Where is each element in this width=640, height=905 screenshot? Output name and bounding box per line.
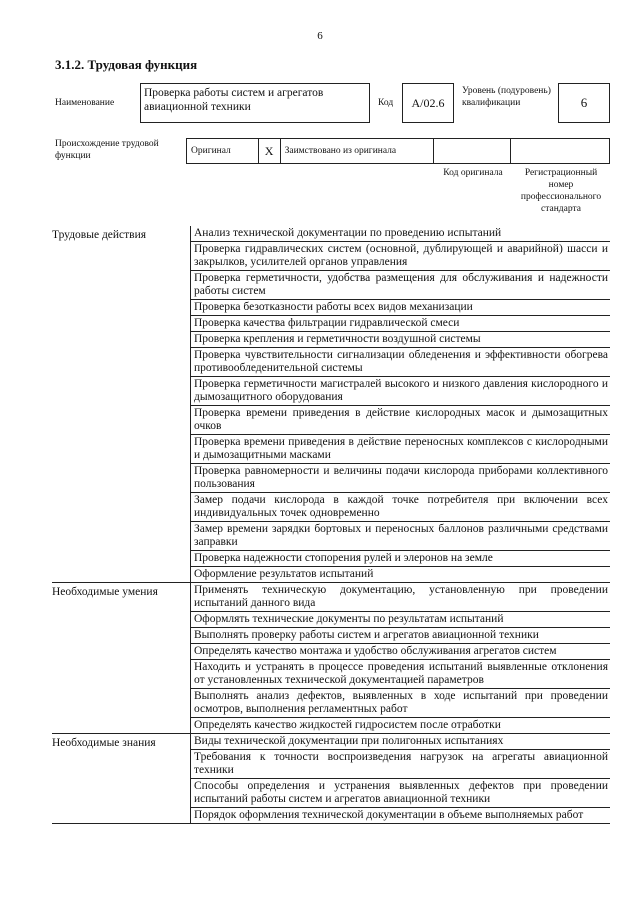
list-item: Проверка времени приведения в действие переносных комплексов с кислородными и дымозащитными масками <box>191 435 610 464</box>
list-item: Проверка крепления и герметичности воздушной системы <box>191 332 610 348</box>
list-item: Проверка гидравлических систем (основной, дублирующей и аварийной) шасси и закрылков, усилителей органов управления <box>191 242 610 271</box>
level-label: Уровень (подуровень) квалификации <box>462 86 551 108</box>
list-item: Порядок оформления технической документации в объеме выполняемых работ <box>194 809 584 821</box>
list-item: Анализ технической документации по проведению испытаний <box>191 226 610 242</box>
group-label: Необходимые знания <box>52 737 156 749</box>
group-label: Трудовые действия <box>52 229 147 241</box>
list-item: Проверка времени приведения в действие кислородных масок и дымозащитных очков <box>191 406 610 435</box>
list-item: Выполнять анализ дефектов, выявленных в ходе испытаний при проведении осмотров, выполнения регламентных работ <box>191 689 610 718</box>
origin-label: Происхождение трудовой функции <box>55 139 159 161</box>
qualification-level: 6 <box>558 83 610 123</box>
original-mark: X <box>259 139 281 163</box>
group-labor-actions <box>52 226 610 583</box>
list-item: Оформлять технические документы по результатам испытаний <box>191 612 610 628</box>
list-item: Проверка герметичности, удобства размещения для обслуживания и надежности работы систем <box>191 271 610 300</box>
group-required-knowledge <box>52 734 610 824</box>
list-item: Проверка равномерности и величины подачи кислорода приборами коллективного пользования <box>191 464 610 493</box>
list-item: Замер времени зарядки бортовых и переносных баллонов различными средствами заправки <box>191 522 610 551</box>
code-label: Код <box>378 98 394 108</box>
original-label: Оригинал <box>187 139 259 163</box>
function-table <box>52 226 610 824</box>
function-code: A/02.6 <box>402 83 454 123</box>
group-items <box>190 734 610 823</box>
group-items <box>190 226 610 582</box>
list-item: Замер подачи кислорода в каждой точке потребителя при включении всех индивидуальных точек одновременно <box>191 493 610 522</box>
list-item: Оформление результатов испытаний <box>194 568 374 580</box>
borrowed-label: Заимствовано из оригинала <box>281 139 434 163</box>
list-item: Проверка безотказности работы всех видов механизации <box>191 300 610 316</box>
function-name: Проверка работы систем и агрегатов авиационной техники <box>140 83 370 123</box>
list-item: Проверка герметичности магистралей высокого и низкого давления кислородного и дымозащитного оборудования <box>191 377 610 406</box>
list-item: Определять качество жидкостей гидросистем после отработки <box>194 719 501 731</box>
list-item: Требования к точности воспроизведения нагрузок на агрегаты авиационной техники <box>191 750 610 779</box>
section-title: 3.1.2. Трудовая функция <box>55 57 198 72</box>
original-code-cell <box>434 139 512 163</box>
list-item: Виды технической документации при полигонных испытаниях <box>191 734 610 750</box>
group-label: Необходимые умения <box>52 586 158 598</box>
list-item: Проверка надежности стопорения рулей и элеронов на земле <box>191 551 610 567</box>
list-item: Способы определения и устранения выявленных дефектов при проведении испытаний работы систем и агрегатов авиационной техники <box>191 779 610 808</box>
list-item: Проверка качества фильтрации гидравлической смеси <box>191 316 610 332</box>
list-item: Находить и устранять в процессе проведения испытаний выявленные отклонения от установленных технической документацией параметров <box>191 660 610 689</box>
registration-number-cell <box>511 139 609 163</box>
name-label: Наименование <box>55 98 115 108</box>
code-caption: Код оригинала <box>443 168 503 178</box>
list-item: Проверка чувствительности сигнализации обледенения и эффективности обогрева противообледенительной системы <box>191 348 610 377</box>
page-number: 6 <box>317 30 323 42</box>
group-items <box>190 583 610 733</box>
origin-row <box>186 138 610 164</box>
list-item: Выполнять проверку работы систем и агрегатов авиационной техники <box>191 628 610 644</box>
list-item: Определять качество монтажа и удобство обслуживания агрегатов систем <box>191 644 610 660</box>
registration-caption: Регистрационный номер профессионального стандарта <box>520 168 602 214</box>
group-required-skills <box>52 583 610 734</box>
list-item: Применять техническую документацию, установленную при проведении испытаний данного вида <box>191 583 610 612</box>
